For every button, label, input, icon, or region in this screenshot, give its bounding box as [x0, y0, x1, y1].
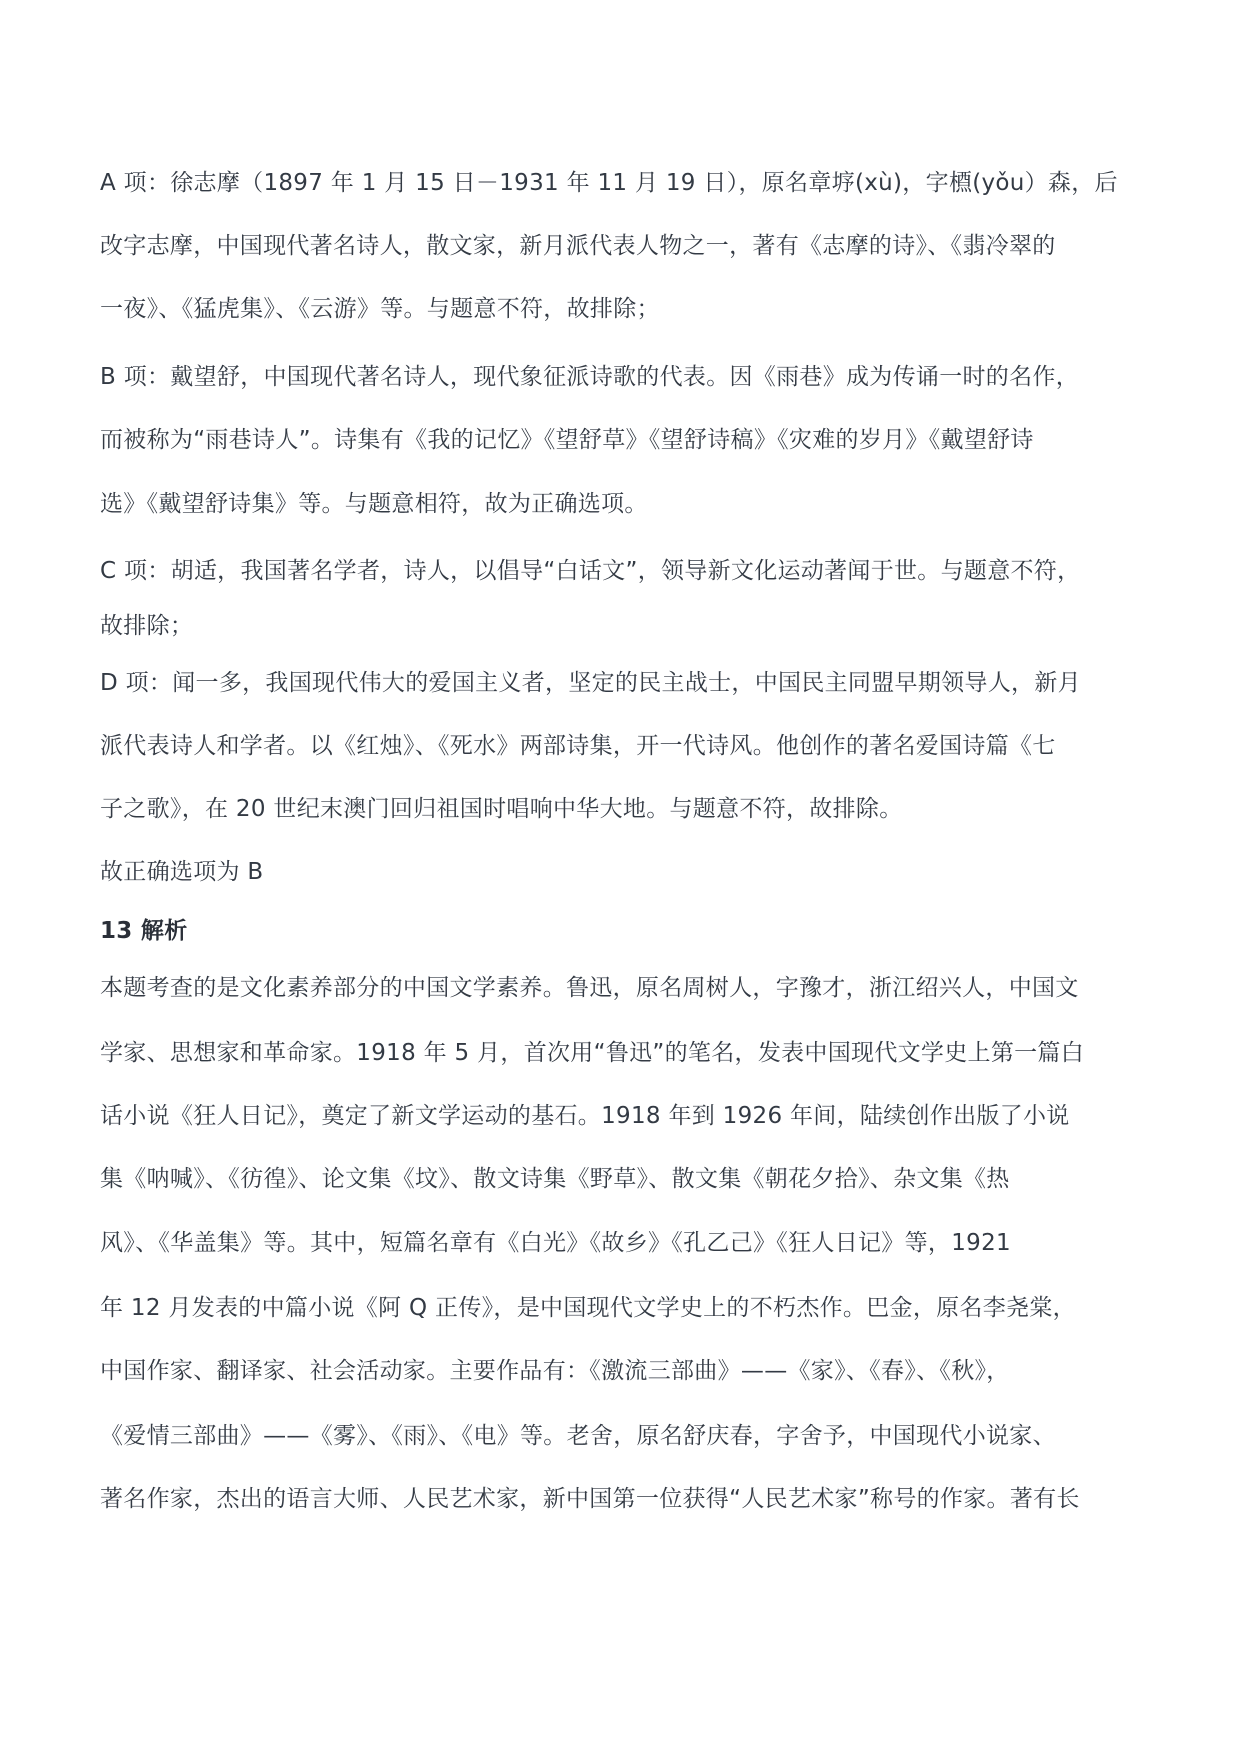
text-line: 话小说《狂人日记》，奠定了新文学运动的基石。1918 年到 1926 年间，陆续创作出版了小说	[100, 1103, 1070, 1129]
text-line: 故正确选项为 B	[100, 859, 264, 885]
text-line: 《爱情三部曲》——《雾》、《雨》、《电》等。老舍，原名舒庆春，字舍予，中国现代小说家、	[100, 1423, 1056, 1449]
text-line: 选》《戴望舒诗集》等。与题意相符，故为正确选项。	[100, 491, 648, 517]
text-line: 本题考查的是文化素养部分的中国文学素养。鲁迅，原名周树人，字豫才，浙江绍兴人，中国文	[100, 975, 1079, 1001]
section-heading: 13 解析	[100, 918, 188, 944]
text-line: 而被称为“雨巷诗人”。诗集有《我的记忆》《望舒草》《望舒诗稿》《灾难的岁月》《戴望舒诗	[100, 427, 1034, 453]
text-line: 改字志摩，中国现代著名诗人，散文家，新月派代表人物之一，著有《志摩的诗》、《翡冷翠的	[100, 233, 1056, 259]
text-line: 学家、思想家和革命家。1918 年 5 月，首次用“鲁迅”的笔名，发表中国现代文学史上第一篇白	[100, 1040, 1085, 1066]
text-line: 中国作家、翻译家、社会活动家。主要作品有：《激流三部曲》——《家》、《春》、《秋》，	[100, 1358, 1010, 1384]
text-line: 年 12 月发表的中篇小说《阿 Q 正传》，是中国现代文学史上的不朽杰作。巴金，原名李尧棠，	[100, 1295, 1076, 1321]
text-line: 派代表诗人和学者。以《红烛》、《死水》两部诗集，开一代诗风。他创作的著名爱国诗篇《七	[100, 733, 1056, 759]
text-line: 著名作家，杰出的语言大师、人民艺术家，新中国第一位获得“人民艺术家”称号的作家。著有长	[100, 1486, 1080, 1512]
text-line: 故排除；	[100, 613, 194, 639]
text-line: C 项：胡适，我国著名学者，诗人，以倡导“白话文”，领导新文化运动著闻于世。与题意不符，	[100, 558, 1081, 584]
text-line: 风》、《华盖集》等。其中，短篇名章有《白光》《故乡》《孔乙己》《狂人日记》等，1921	[100, 1230, 1011, 1256]
text-line: B 项：戴望舒，中国现代著名诗人，现代象征派诗歌的代表。因《雨巷》成为传诵一时的名作，	[100, 364, 1079, 390]
text-line: 子之歌》，在 20 世纪末澳门回归祖国时唱响中华大地。与题意不符，故排除。	[100, 796, 903, 822]
text-line: 集《呐喊》、《彷徨》、论文集《坟》、散文诗集《野草》、散文集《朝花夕拾》、杂文集《热	[100, 1166, 1010, 1192]
text-line: A 项：徐志摩（1897 年 1 月 15 日－1931 年 11 月 19 日），原名章垿(xù)，字槱(yǒu）森，后	[100, 170, 1118, 196]
text-line: D 项：闻一多，我国现代伟大的爱国主义者，坚定的民主战士，中国民主同盟早期领导人，新月	[100, 670, 1081, 696]
text-line: 一夜》、《猛虎集》、《云游》等。与题意不符，故排除；	[100, 296, 660, 322]
